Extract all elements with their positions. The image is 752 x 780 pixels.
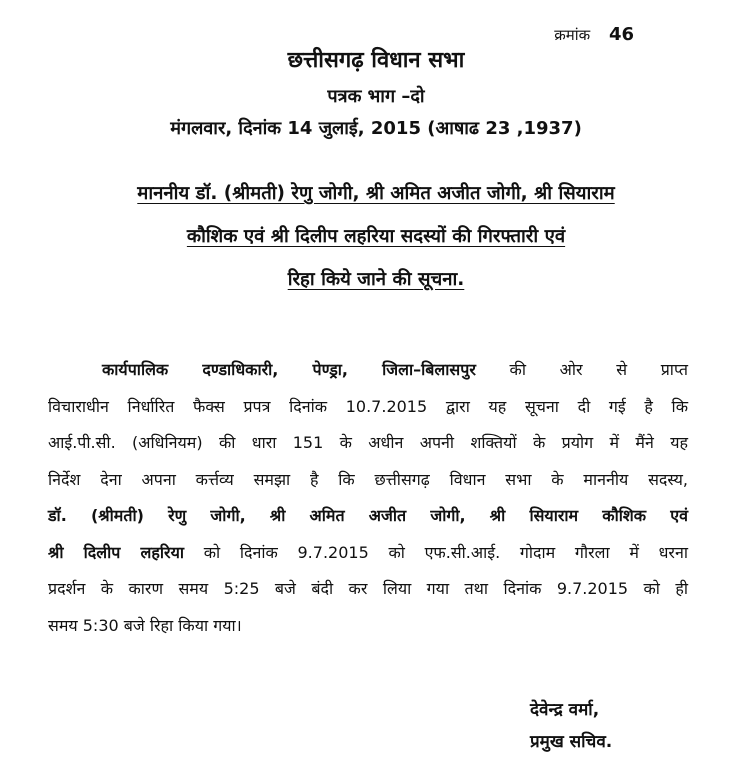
notice-heading-line-3: रिहा किये जाने की सूचना. [287, 269, 465, 290]
signatory-name: देवेन्द्र वर्मा, [530, 700, 600, 720]
notice-heading [30, 172, 722, 301]
magistrate-name: कार्यपालिक दण्डाधिकारी, पेण्ड्रा, जिला–बिलासपुर [102, 360, 476, 379]
body-line-6-rest: को दिनांक 9.7.2015 को एफ.सी.आई. गोदाम गौरला में धरना [203, 542, 688, 562]
signatory-designation: प्रमुख सचिव. [530, 732, 613, 752]
document-subtitle: पत्रक भाग –दो [327, 86, 425, 107]
body-line-5 [48, 498, 688, 535]
body-line-7: प्रदर्शन के कारण समय 5:25 बजे बंदी कर लिया गया तथा दिनांक 9.7.2015 को ही [48, 579, 688, 598]
body-line-1-rest: की ओर से प्राप्त [509, 360, 688, 379]
members-names: डॉ. (श्रीमती) रेणु जोगी, श्री अमित अजीत जोगी, श्री सियाराम कौशिक एवं [48, 506, 688, 525]
serial-number-label: क्रमांक [554, 26, 591, 44]
body-line-6 [48, 535, 688, 572]
notice-heading-line-2: कौशिक एवं श्री दिलीप लहरिया सदस्यों की गिरफ्तारी एवं [186, 226, 566, 247]
body-line-1 [48, 352, 688, 389]
body-line-3: आई.पी.सी. (अधिनियम) की धारा 151 के अधीन अपनी शक्तियों के प्रयोग में मैंने यह [48, 433, 688, 452]
document-title: छत्तीसगढ़ विधान सभा [287, 48, 465, 73]
serial-number [554, 24, 634, 45]
member-name-last: श्री दिलीप लहरिया [48, 542, 185, 562]
body-line-8: समय 5:30 बजे रिहा किया गया। [48, 615, 242, 635]
notice-body [48, 352, 688, 644]
body-line-2: विचाराधीन निर्धारित फैक्स प्रपत्र दिनांक 10.7.2015 द्वारा यह सूचना दी गई है कि [48, 396, 688, 416]
document-date: मंगलवार, दिनांक 14 जुलाई, 2015 (आषाढ 23 ,1937) [170, 118, 582, 139]
signature-block [530, 694, 612, 758]
serial-number-value: 46 [608, 24, 634, 45]
body-line-4: निर्देश देना अपना कर्त्तव्य समझा है कि छत्तीसगढ़ विधान सभा के माननीय सदस्य, [48, 469, 688, 489]
notice-heading-line-1: माननीय डॉ. (श्रीमती) रेणु जोगी, श्री अमित अजीत जोगी, श्री सियाराम [137, 183, 615, 204]
